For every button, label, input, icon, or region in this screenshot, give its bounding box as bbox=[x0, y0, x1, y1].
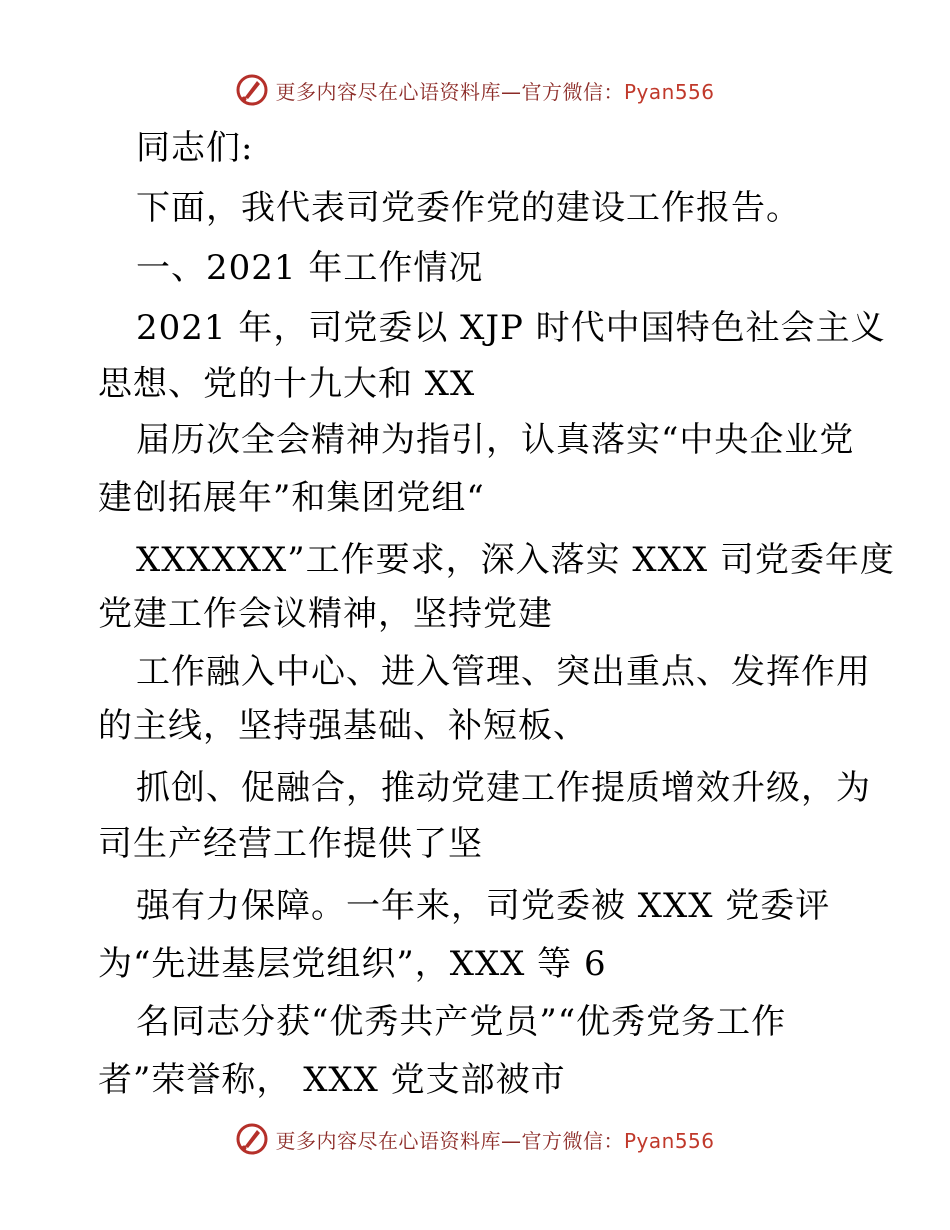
text-line: 者”荣誉称， XXX 党支部被市 bbox=[98, 1060, 566, 1100]
banner-text: 更多内容尽在心语资料库—官方微信：Pyan556 bbox=[275, 79, 715, 104]
logo-icon bbox=[235, 73, 269, 107]
text-line: 同志们: bbox=[136, 128, 254, 168]
banner-text: 更多内容尽在心语资料库—官方微信：Pyan556 bbox=[275, 1128, 715, 1153]
text-line: 抓创、促融合，推动党建工作提质增效升级，为 bbox=[136, 768, 871, 808]
section-heading: 一、2021 年工作情况 bbox=[136, 248, 484, 288]
logo-icon bbox=[235, 1122, 269, 1156]
text-line: 司生产经营工作提供了坚 bbox=[98, 824, 483, 864]
text-line: 的主线，坚持强基础、补短板、 bbox=[98, 706, 588, 746]
text-line: 为“先进基层党组织”，XXX 等 6 bbox=[98, 944, 607, 984]
text-line: 下面，我代表司党委作党的建设工作报告。 bbox=[136, 188, 801, 228]
text-line: 强有力保障。一年来，司党委被 XXX 党委评 bbox=[136, 886, 831, 926]
text-line: 2021 年，司党委以 XJP 时代中国特色社会主义 bbox=[136, 308, 886, 348]
text-line: 工作融入中心、进入管理、突出重点、发挥作用 bbox=[136, 652, 871, 692]
footer-banner bbox=[0, 1119, 950, 1159]
header-banner bbox=[0, 70, 950, 110]
text-line: 届历次全会精神为指引，认真落实“中央企业党 bbox=[136, 420, 855, 460]
text-line: 建创拓展年”和集团党组“ bbox=[98, 478, 485, 518]
text-line: 名同志分获“优秀共产党员”“优秀党务工作 bbox=[136, 1002, 787, 1042]
text-line: 党建工作会议精神，坚持党建 bbox=[98, 594, 553, 634]
text-line: 思想、党的十九大和 XX bbox=[98, 364, 476, 404]
text-line: XXXXXX”工作要求，深入落实 XXX 司党委年度 bbox=[136, 540, 895, 580]
